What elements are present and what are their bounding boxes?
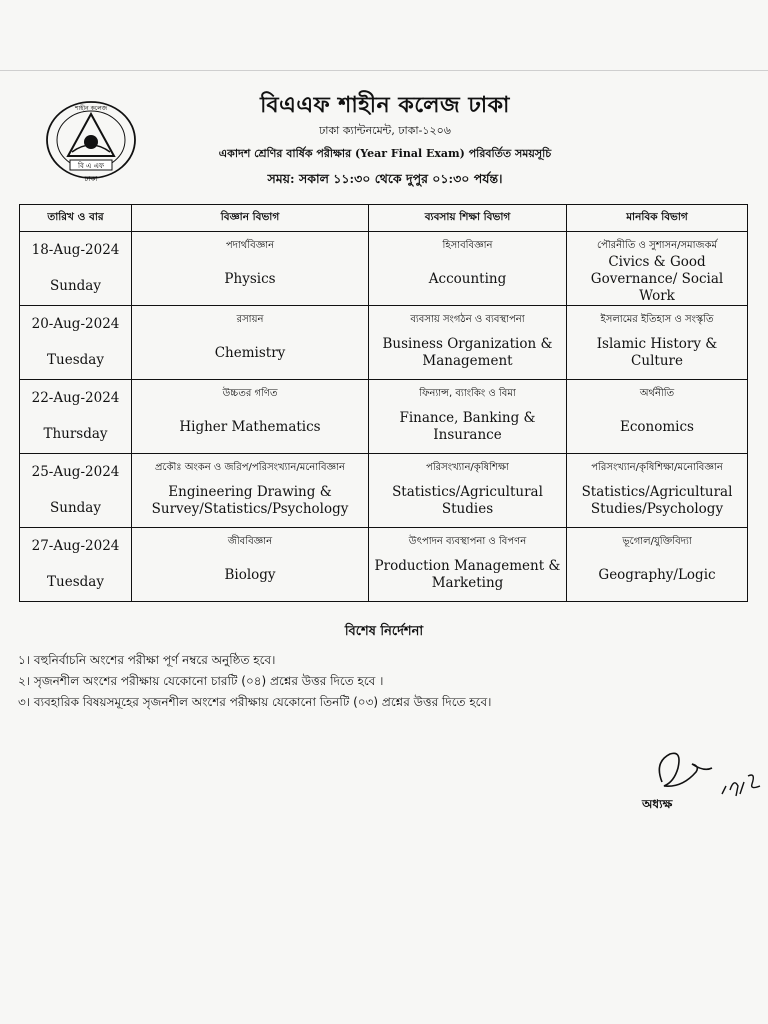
science-cell [132, 528, 369, 602]
business-cell [369, 306, 567, 380]
header-business: ব্যবসায় শিক্ষা বিভাগ [369, 205, 567, 232]
science-subject-en: Engineering Drawing & Survey/Statistics/Psychology [151, 484, 349, 517]
exam-day: Sunday [50, 278, 101, 294]
humanities-subject-bn: ইসলামের ইতিহাস ও সংস্কৃতি [600, 314, 714, 325]
exam-schedule-table [19, 204, 748, 602]
humanities-subject-en: Civics & Good Governance/ Social Work [590, 253, 724, 304]
business-cell [369, 454, 567, 528]
instruction-item: ২। সৃজনশীল অংশের পরীক্ষায় যেকোনো চারটি (০৪) প্রশ্নের উত্তর দিতে হবে । [18, 674, 384, 688]
table-row [20, 232, 748, 306]
date-cell [20, 306, 132, 380]
exam-subtitle: একাদশ শ্রেণির বার্ষিক পরীক্ষার (Year Final Exam) পরিবর্তিত সময়সূচি [218, 147, 552, 160]
date-cell [20, 454, 132, 528]
humanities-subject-bn: অর্থনীতি [639, 388, 675, 399]
date-cell [20, 380, 132, 454]
humanities-cell [567, 306, 748, 380]
business-subject-en: Statistics/Agricultural Studies [392, 484, 543, 517]
table-row [20, 306, 748, 380]
science-subject-en: Biology [224, 566, 276, 583]
exam-date: 27-Aug-2024 [31, 538, 120, 554]
table-row [20, 528, 748, 602]
page-edge [0, 70, 768, 71]
college-address: ঢাকা ক্যান্টনমেন্ট, ঢাকা-১২০৬ [319, 124, 451, 137]
college-title: বিএএফ শাহীন কলেজ ঢাকা [260, 92, 510, 118]
business-cell [369, 380, 567, 454]
humanities-subject-bn: পরিসংখ্যান/কৃষিশিক্ষা/মনোবিজ্ঞান [591, 462, 723, 473]
exam-date: 22-Aug-2024 [31, 390, 120, 406]
header-date-day: তারিখ ও বার [20, 205, 132, 232]
exam-time: সময়: সকাল ১১:৩০ থেকে দুপুর ০১:৩০ পর্যন্ত। [267, 171, 503, 186]
science-subject-bn: রসায়ন [236, 314, 264, 325]
science-cell [132, 232, 369, 306]
date-cell [20, 232, 132, 306]
science-subject-bn: উচ্চতর গণিত [222, 388, 278, 399]
college-logo [42, 98, 140, 184]
humanities-subject-en: Geography/Logic [598, 566, 716, 583]
humanities-subject-en: Statistics/Agricultural Studies/Psychology [581, 484, 733, 517]
logo-text-ring: শাহীন কলেজ [74, 105, 108, 112]
science-subject-en: Higher Mathematics [179, 418, 321, 435]
instructions-title: বিশেষ নির্দেশনা [344, 624, 424, 639]
science-subject-bn: পদার্থবিজ্ঞান [225, 240, 275, 251]
exam-date: 20-Aug-2024 [31, 316, 120, 332]
humanities-cell [567, 232, 748, 306]
business-subject-bn: ব্যবসায় সংগঠন ও ব্যবস্থাপনা [410, 314, 525, 325]
humanities-subject-en: Islamic History & Culture [596, 336, 718, 369]
table-row [20, 380, 748, 454]
business-subject-en: Accounting [428, 270, 507, 287]
humanities-subject-bn: ভূগোল/যুক্তিবিদ্যা [622, 536, 692, 547]
exam-day: Tuesday [47, 574, 104, 590]
principal-signature [652, 742, 768, 804]
signer-title: অধ্যক্ষ [642, 797, 673, 811]
logo-text-city: ঢাকা [84, 175, 98, 183]
humanities-cell [567, 528, 748, 602]
logo-text-bottom: বি এ এফ [77, 162, 105, 170]
business-subject-en: Finance, Banking & Insurance [399, 410, 536, 443]
instruction-item: ৩। ব্যবহারিক বিষয়সমূহের সৃজনশীল অংশের পরীক্ষায় যেকোনো তিনটি (০৩) প্রশ্নের উত্তর দিতে হবে। [18, 695, 492, 709]
exam-day: Sunday [50, 500, 101, 516]
business-subject-bn: পরিসংখ্যান/কৃষিশিক্ষা [426, 462, 509, 473]
business-subject-bn: ফিন্যান্স, ব্যাংকিং ও বিমা [419, 388, 516, 399]
business-subject-bn: উৎপাদন ব্যবস্থাপনা ও বিপণন [408, 536, 527, 547]
humanities-subject-bn: পৌরনীতি ও সুশাসন/সমাজকর্ম [596, 240, 718, 251]
business-cell [369, 232, 567, 306]
exam-date: 25-Aug-2024 [31, 464, 120, 480]
science-subject-bn: জীববিজ্ঞান [227, 536, 273, 547]
business-cell [369, 528, 567, 602]
exam-day: Tuesday [47, 352, 104, 368]
business-subject-en: Production Management & Marketing [374, 558, 561, 591]
date-cell [20, 528, 132, 602]
science-cell [132, 306, 369, 380]
instruction-item: ১। বহুনির্বাচনি অংশের পরীক্ষা পূর্ণ নম্বরে অনুষ্ঠিত হবে। [18, 653, 276, 667]
science-subject-en: Physics [224, 270, 276, 287]
science-cell [132, 380, 369, 454]
science-subject-bn: প্রকৌঃ অংকন ও জরিপ/পরিসংখ্যান/মনোবিজ্ঞান [154, 462, 346, 473]
header-humanities: মানবিক বিভাগ [567, 205, 748, 232]
exam-day: Thursday [43, 426, 108, 442]
science-subject-en: Chemistry [214, 344, 286, 361]
science-cell [132, 454, 369, 528]
humanities-subject-en: Economics [620, 418, 694, 435]
humanities-cell [567, 380, 748, 454]
business-subject-bn: হিসাববিজ্ঞান [442, 240, 493, 251]
exam-date: 18-Aug-2024 [31, 242, 120, 258]
header-science: বিজ্ঞান বিভাগ [132, 205, 369, 232]
table-header-row [20, 205, 748, 232]
business-subject-en: Business Organization & Management [382, 336, 553, 369]
humanities-cell [567, 454, 748, 528]
table-row [20, 454, 748, 528]
